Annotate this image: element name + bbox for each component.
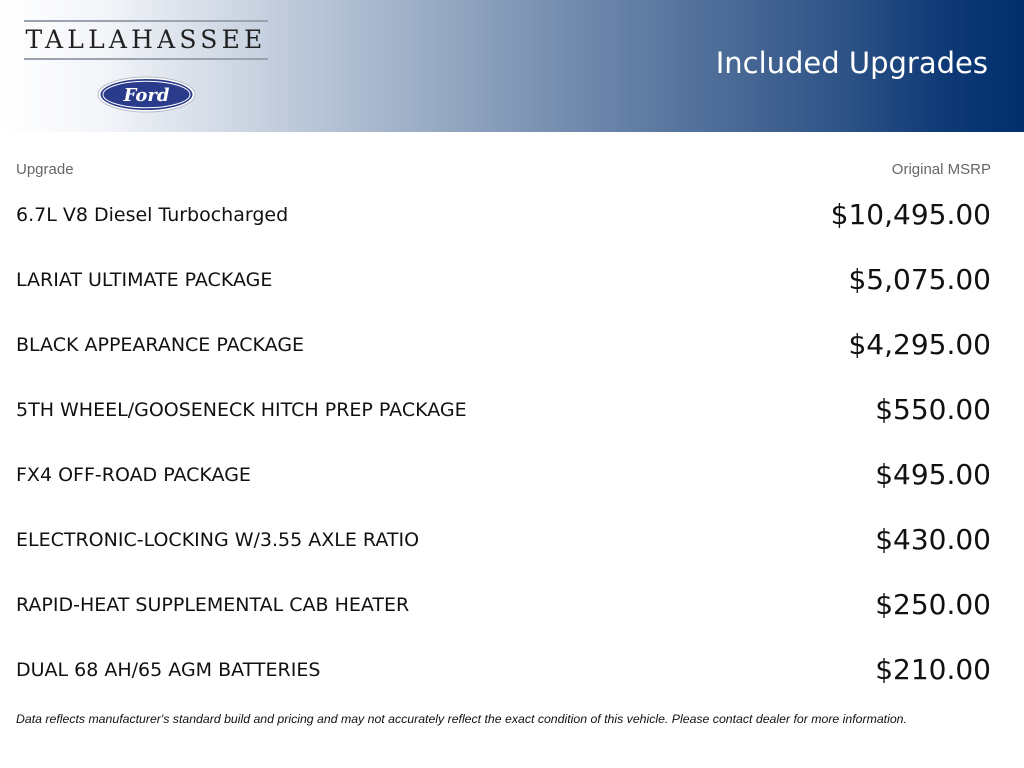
upgrade-name: BLACK APPEARANCE PACKAGE bbox=[16, 334, 305, 356]
upgrade-name: RAPID-HEAT SUPPLEMENTAL CAB HEATER bbox=[16, 594, 410, 616]
upgrade-name: 5TH WHEEL/GOOSENECK HITCH PREP PACKAGE bbox=[16, 399, 467, 421]
upgrade-price: $550.00 bbox=[875, 393, 991, 426]
list-item bbox=[0, 575, 1024, 640]
upgrade-name: DUAL 68 AH/65 AGM BATTERIES bbox=[16, 659, 321, 681]
header-banner bbox=[0, 0, 1024, 132]
upgrade-price: $10,495.00 bbox=[830, 198, 991, 231]
list-item bbox=[0, 315, 1024, 380]
upgrade-price: $430.00 bbox=[875, 523, 991, 556]
logo-bottom-rule bbox=[24, 58, 268, 60]
upgrades-list bbox=[0, 185, 1024, 705]
upgrade-name: LARIAT ULTIMATE PACKAGE bbox=[16, 269, 273, 291]
list-item bbox=[0, 380, 1024, 445]
list-item bbox=[0, 185, 1024, 250]
disclaimer-text: Data reflects manufacturer's standard build and pricing and may not accurately reflect the exact condition of this vehicle. Please contact dealer for more information. bbox=[16, 712, 907, 726]
upgrade-name: 6.7L V8 Diesel Turbocharged bbox=[16, 204, 289, 226]
column-header-msrp: Original MSRP bbox=[891, 161, 991, 178]
page-title: Included Upgrades bbox=[715, 46, 988, 80]
column-header-upgrade: Upgrade bbox=[16, 161, 74, 178]
dealer-name: TALLAHASSEE bbox=[25, 25, 267, 54]
upgrade-price: $495.00 bbox=[875, 458, 991, 491]
upgrade-price: $5,075.00 bbox=[848, 263, 991, 296]
upgrade-name: ELECTRONIC-LOCKING W/3.55 AXLE RATIO bbox=[16, 529, 420, 551]
upgrade-name: FX4 OFF-ROAD PACKAGE bbox=[16, 464, 251, 486]
list-item bbox=[0, 445, 1024, 510]
list-item bbox=[0, 640, 1024, 705]
upgrade-price: $250.00 bbox=[875, 588, 991, 621]
upgrade-price: $210.00 bbox=[875, 653, 991, 686]
upgrade-price: $4,295.00 bbox=[848, 328, 991, 361]
list-item bbox=[0, 510, 1024, 575]
dealer-logo bbox=[24, 20, 268, 60]
list-item bbox=[0, 250, 1024, 315]
ford-logo-text: Ford bbox=[123, 85, 170, 106]
ford-logo-icon bbox=[97, 76, 196, 113]
